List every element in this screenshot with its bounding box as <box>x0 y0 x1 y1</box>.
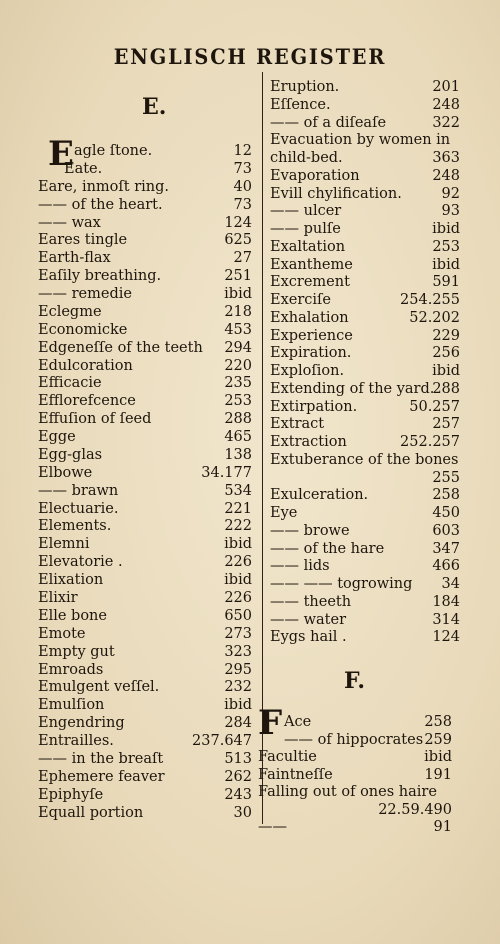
entry-page-number: 259 <box>424 731 452 748</box>
entry-page-number: 450 <box>432 505 460 521</box>
entry-term: Falling out of ones haire <box>258 784 437 800</box>
entry-page-number: 237.647 <box>192 733 252 750</box>
entry-term: —— of a diſeaſe <box>270 114 387 131</box>
register-entry <box>38 607 252 625</box>
register-entry <box>258 748 452 766</box>
register-entry <box>270 167 460 185</box>
entry-page-number: 465 <box>224 429 252 446</box>
entry-page-number: 12 <box>233 143 252 159</box>
register-entry <box>270 273 460 291</box>
entry-page-number: ibid <box>432 221 460 237</box>
entry-term: Egge <box>38 429 76 446</box>
register-entry <box>38 231 252 249</box>
entry-term: Extending of the yard. <box>270 380 435 397</box>
entry-page-number: 92 <box>441 185 460 202</box>
entry-term: Elements. <box>38 518 112 535</box>
entry-page-number: 124 <box>224 214 252 231</box>
register-entry <box>270 504 460 522</box>
entry-term: Evacuation by women in <box>270 132 451 149</box>
register-entry <box>38 696 252 714</box>
register-entry <box>38 178 252 196</box>
entry-term: Equall portion <box>38 804 144 821</box>
entry-term: —— in the breaſt <box>38 750 164 767</box>
entry-page-number: 253 <box>432 238 460 255</box>
register-entry <box>38 339 252 357</box>
entry-page-number: 625 <box>224 232 252 249</box>
register-entry <box>38 446 252 464</box>
register-entry <box>38 321 252 339</box>
entry-page-number: 294 <box>224 339 252 356</box>
register-entry <box>270 344 460 362</box>
entry-page-number: 235 <box>224 375 252 392</box>
register-entry <box>270 78 460 96</box>
entry-term: Evill chylification. <box>270 185 402 202</box>
register-entry <box>38 714 252 732</box>
section-letter-e: E. <box>142 94 167 120</box>
entry-page-number: 226 <box>224 554 252 571</box>
page-header: ENGLISCH REGISTER <box>113 44 387 69</box>
register-entry <box>38 142 252 160</box>
entry-page-number: ibid <box>424 749 452 765</box>
entry-term: Excrement <box>270 274 350 291</box>
entry-term: Ephemere feaver <box>38 768 165 785</box>
register-entry <box>270 611 460 629</box>
entry-page-number: 650 <box>224 607 252 624</box>
register-entry <box>38 625 252 643</box>
register-entry <box>38 303 252 321</box>
entry-page-number: 229 <box>432 327 460 344</box>
entry-term: Extract <box>270 416 325 433</box>
entry-page-number: 255 <box>432 469 460 486</box>
register-entry <box>270 256 460 274</box>
entry-term: —— brawn <box>38 482 119 499</box>
entry-term: Emulgent veſſel. <box>38 679 160 696</box>
entry-page-number: 288 <box>432 380 460 397</box>
entry-term: Extirpation. <box>270 398 358 415</box>
entry-term: Edgeneſſe of the teeth <box>38 339 203 356</box>
entry-page-number: 40 <box>233 178 252 195</box>
entry-term: Exhalation <box>270 309 349 326</box>
entry-term: Extuberance of the bones <box>270 451 459 468</box>
register-entry <box>270 628 460 646</box>
register-entry <box>38 500 252 518</box>
register-entry <box>38 392 252 410</box>
register-entry <box>38 249 252 267</box>
entry-page-number: 221 <box>224 500 252 517</box>
register-entry <box>270 238 460 256</box>
entry-page-number: 314 <box>432 611 460 628</box>
entry-page-number: 201 <box>432 79 460 95</box>
register-entry <box>270 327 460 345</box>
register-entry <box>38 643 252 661</box>
register-entry <box>38 732 252 750</box>
entry-term: Exulceration. <box>270 487 369 504</box>
register-entry <box>270 131 460 149</box>
entry-page-number: ibid <box>224 286 252 303</box>
entry-term: Earth-flax <box>38 250 111 267</box>
entry-page-number: 34 <box>441 576 460 592</box>
register-entry <box>38 410 252 428</box>
register-entry <box>270 593 460 611</box>
entry-page-number: ibid <box>224 572 252 589</box>
entry-page-number: 258 <box>424 714 452 730</box>
entry-page-number: 73 <box>233 196 252 213</box>
register-entry <box>38 160 252 178</box>
entry-term: Elixation <box>38 572 104 589</box>
entry-term: —— <box>258 819 287 835</box>
register-entry <box>38 428 252 446</box>
entry-term: Eygs hail . <box>270 629 347 646</box>
register-entry <box>270 149 460 167</box>
register-entry <box>270 114 460 132</box>
entry-page-number: 273 <box>224 625 252 642</box>
register-entry <box>38 661 252 679</box>
entry-term: Exploſion. <box>270 363 345 379</box>
register-entry <box>270 522 460 540</box>
entry-page-number: 295 <box>224 661 252 678</box>
entry-page-number: 222 <box>224 518 252 535</box>
entry-term: Evaporation <box>270 167 360 184</box>
entry-term: —— of hippocrates <box>284 731 424 748</box>
entry-term: Efficacie <box>38 375 102 392</box>
entry-term: Experience <box>270 327 353 344</box>
entry-term: Empty gut <box>38 643 115 660</box>
register-entry <box>258 818 452 836</box>
entry-term: Emroads <box>38 661 104 678</box>
entry-term: —— of the hare <box>270 540 385 557</box>
register-entry <box>38 589 252 607</box>
entry-page-number: 226 <box>224 590 252 606</box>
entry-term: Ace <box>284 714 312 730</box>
register-entry <box>270 433 460 451</box>
entry-term: Effuſion of ſeed <box>38 411 152 428</box>
register-entry <box>38 357 252 375</box>
register-entry <box>38 196 252 214</box>
entry-page-number: 243 <box>224 786 252 803</box>
entry-page-number: 323 <box>224 643 252 660</box>
entry-term: agle ſtone. <box>74 143 153 159</box>
register-entry <box>270 309 460 327</box>
register-entry <box>270 540 460 558</box>
initial-letter-f: F <box>258 703 283 743</box>
entry-term: Electuarie. <box>38 500 119 517</box>
entry-term: Exantheme <box>270 256 353 273</box>
initial-letter-e: E <box>48 134 74 174</box>
entry-term: Elbowe <box>38 464 93 481</box>
entry-term: Emote <box>38 625 86 642</box>
register-entry <box>270 362 460 380</box>
entry-page-number: 284 <box>224 715 252 732</box>
entry-term: —— browe <box>270 522 350 539</box>
register-entry <box>38 267 252 285</box>
register-entry <box>38 804 252 822</box>
register-entry <box>270 185 460 203</box>
entry-page-number: 27 <box>233 250 252 267</box>
register-entry <box>38 374 252 392</box>
entry-page-number: 248 <box>432 167 460 184</box>
entry-term: —— water <box>270 611 347 628</box>
entry-term: —— wax <box>38 214 101 231</box>
register-entry <box>38 571 252 589</box>
entry-page-number: 73 <box>233 160 252 177</box>
register-entry <box>270 486 460 504</box>
register-entry <box>270 469 460 487</box>
entry-page-number: 251 <box>224 268 252 285</box>
register-entry <box>258 713 452 731</box>
entry-page-number: 262 <box>224 768 252 785</box>
entry-page-number: 534 <box>224 482 252 499</box>
register-entry <box>270 451 460 469</box>
entry-term: Eruption. <box>270 79 340 95</box>
register-entry <box>270 575 460 593</box>
register-entry <box>38 786 252 804</box>
entry-page-number: 322 <box>432 114 460 131</box>
register-entry <box>270 415 460 433</box>
entry-page-number: 184 <box>432 593 460 610</box>
entry-page-number: ibid <box>432 363 460 379</box>
entry-term: Extraction <box>270 434 347 450</box>
entry-term: Elle bone <box>38 607 107 624</box>
entry-page-number: 248 <box>432 96 460 113</box>
register-entry <box>38 768 252 786</box>
entry-page-number: 288 <box>224 411 252 428</box>
register-entry <box>258 783 452 801</box>
entry-page-number: 220 <box>224 357 252 374</box>
entry-term: Elevatorie . <box>38 554 123 571</box>
entry-page-number: 603 <box>432 522 460 539</box>
entry-term: —— ulcer <box>270 203 342 220</box>
register-entry <box>258 801 452 819</box>
entry-term: —— of the heart. <box>38 196 163 213</box>
register-entry <box>258 766 452 784</box>
register-entry <box>258 731 452 749</box>
register-entry <box>38 678 252 696</box>
entry-page-number: 347 <box>432 540 460 557</box>
entry-term: Eſſence. <box>270 96 331 113</box>
entry-page-number: ibid <box>432 256 460 273</box>
entry-page-number: 257 <box>432 416 460 433</box>
entry-page-number: 252.257 <box>400 434 460 450</box>
entry-term: Epiphyſe <box>38 786 104 803</box>
entry-term: Eare, inmoſt ring. <box>38 178 170 195</box>
entry-page-number: 30 <box>233 804 252 821</box>
entry-term: Eares tingle <box>38 232 128 249</box>
entry-term: Eye <box>270 505 298 521</box>
entry-page-number: 91 <box>433 819 452 835</box>
entry-page-number: 253 <box>224 393 252 410</box>
entry-term: Entrailles. <box>38 733 114 750</box>
register-entry <box>270 557 460 575</box>
entry-page-number: 93 <box>441 203 460 220</box>
entry-page-number: 34.177 <box>201 464 252 481</box>
entry-term: —— theeth <box>270 593 352 610</box>
entry-term: child-bed. <box>270 150 343 166</box>
entry-page-number: 52.202 <box>409 309 460 326</box>
entry-page-number: 591 <box>432 274 460 291</box>
entry-term: Economicke <box>38 321 128 338</box>
entry-term: Elixir <box>38 590 78 606</box>
register-entry <box>38 535 252 553</box>
entry-term: Eclegme <box>38 303 102 320</box>
register-entry <box>38 285 252 303</box>
register-entry <box>38 214 252 232</box>
entry-term: Elemni <box>38 536 90 553</box>
entry-page-number: 453 <box>224 321 252 338</box>
entry-page-number: 256 <box>432 345 460 362</box>
entry-page-number: 218 <box>224 303 252 320</box>
entry-term: Engendring <box>38 715 125 732</box>
section-letter-f: F. <box>344 668 366 694</box>
entry-term: Facultie <box>258 749 317 765</box>
entry-term: Edulcoration <box>38 357 133 374</box>
entry-term: Expiration. <box>270 345 352 362</box>
entry-page-number: 138 <box>224 446 252 463</box>
entry-term: Efflorefcence <box>38 393 136 410</box>
entry-term: Exerciſe <box>270 292 331 308</box>
register-entry <box>38 482 252 500</box>
entry-term: Eate. <box>64 160 103 177</box>
entry-page-number: 254.255 <box>400 292 460 308</box>
entry-term: —— lids <box>270 558 330 575</box>
register-entry <box>270 398 460 416</box>
entry-page-number: ibid <box>224 697 252 714</box>
register-entry <box>38 517 252 535</box>
entry-term: —— remedie <box>38 286 132 303</box>
register-entry <box>270 291 460 309</box>
entry-page-number: 466 <box>432 558 460 575</box>
entry-term: Emulſion <box>38 697 105 714</box>
entry-page-number: 258 <box>432 487 460 504</box>
entry-page-number: 191 <box>424 766 452 783</box>
register-entry <box>38 553 252 571</box>
entry-page-number: 363 <box>432 150 460 166</box>
register-entry <box>270 380 460 398</box>
entry-term: Egg-glas <box>38 446 103 463</box>
entry-page-number: 50.257 <box>409 398 460 415</box>
register-entry <box>270 96 460 114</box>
entry-term: Exaltation <box>270 238 346 255</box>
entry-page-number: ibid <box>224 536 252 553</box>
entry-term: Eaſily breathing. <box>38 268 162 285</box>
entry-term: —— —— togrowing <box>270 576 413 592</box>
entry-page-number: 232 <box>224 679 252 696</box>
entry-page-number: 22.59.490 <box>378 801 452 818</box>
entry-page-number: 513 <box>224 750 252 767</box>
entry-page-number: 124 <box>432 629 460 646</box>
register-entry <box>38 750 252 768</box>
register-entry <box>270 202 460 220</box>
register-entry <box>38 464 252 482</box>
entry-term: —— pulſe <box>270 221 341 237</box>
register-entry <box>270 220 460 238</box>
entry-term: Faintneſſe <box>258 766 333 783</box>
